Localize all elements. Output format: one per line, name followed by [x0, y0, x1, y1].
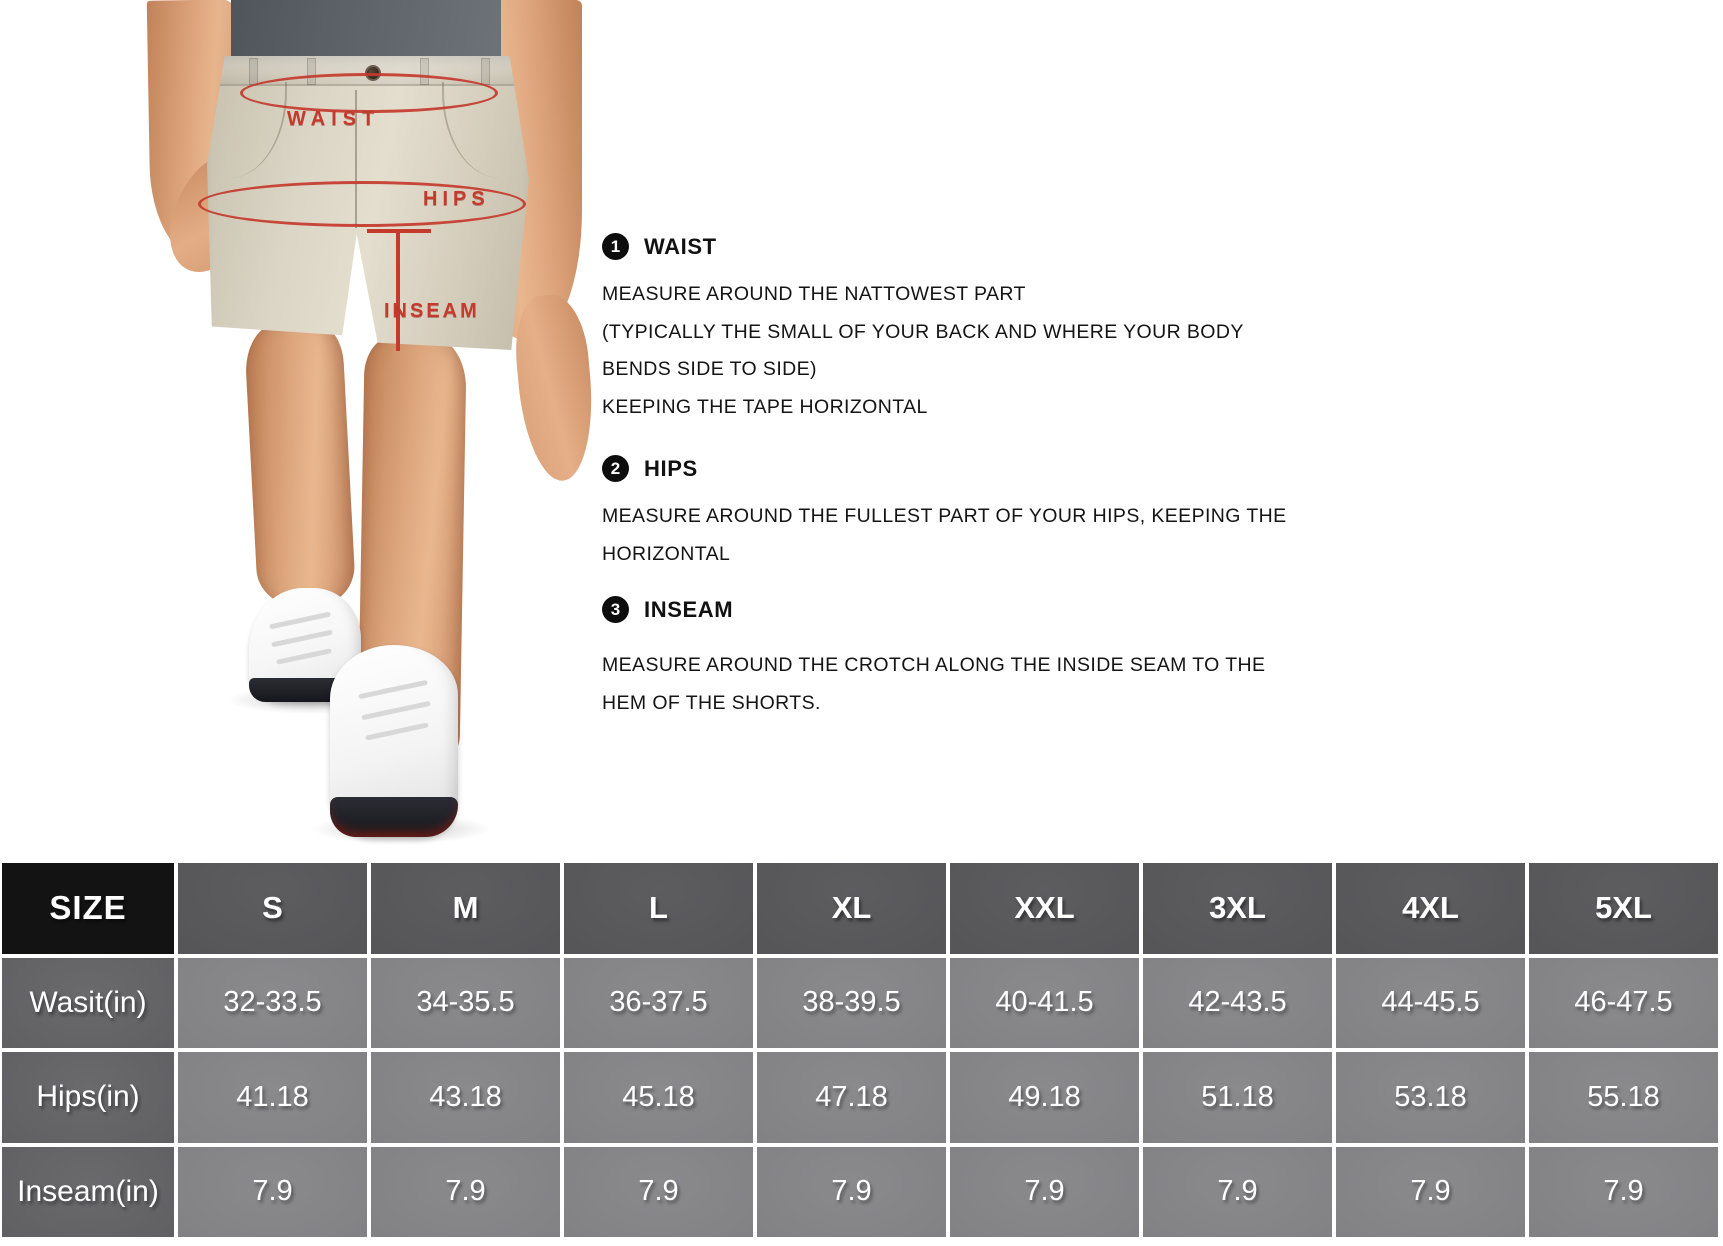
table-cell: 43.18 [371, 1052, 560, 1143]
left-leg [244, 320, 357, 610]
table-header-cell: XXL [950, 863, 1139, 954]
table-cell: 55.18 [1529, 1052, 1718, 1143]
table-cell: 41.18 [178, 1052, 367, 1143]
shoelace [361, 701, 431, 721]
table-row-label: Inseam(in) [2, 1147, 174, 1238]
instruction-line: MEASURE AROUND THE CROTCH ALONG THE INSIDE SEAM TO THE [602, 654, 1266, 676]
table-cell: 51.18 [1143, 1052, 1332, 1143]
shoelace [358, 680, 428, 700]
belt-loop [481, 58, 490, 85]
table-cell: 44-45.5 [1336, 958, 1525, 1049]
table-cell: 49.18 [950, 1052, 1139, 1143]
table-cell: 45.18 [564, 1052, 753, 1143]
table-cell: 7.9 [950, 1147, 1139, 1238]
instruction-heading [602, 455, 1287, 482]
instruction-heading [602, 596, 1265, 623]
inseam-garment-label: INSEAM [384, 300, 480, 322]
instruction-heading [602, 233, 1244, 260]
table-cell: 7.9 [1143, 1147, 1332, 1238]
table-cell: 47.18 [757, 1052, 946, 1143]
instruction-body [602, 498, 1287, 573]
table-row-label: Wasit(in) [2, 958, 174, 1049]
shoelace [269, 611, 330, 629]
table-cell: 7.9 [1529, 1147, 1718, 1238]
right-shoe [330, 645, 458, 837]
right-forearm [511, 292, 599, 484]
shoelace [272, 630, 333, 648]
measuring-instructions [602, 0, 1462, 860]
table-cell: 42-43.5 [1143, 958, 1332, 1049]
table-cell: 34-35.5 [371, 958, 560, 1049]
instruction-inseam [602, 596, 1265, 722]
instruction-line: BENDS SIDE TO SIDE) [602, 358, 817, 381]
instruction-body [602, 647, 1265, 722]
step-3-badge: 3 [602, 596, 629, 623]
shoelace [276, 648, 332, 665]
table-cell: 38-39.5 [757, 958, 946, 1049]
instruction-body [602, 276, 1244, 426]
instruction-line: HORIZONTAL [602, 542, 731, 565]
instruction-title: WAIST [644, 233, 717, 259]
table-size-header-cell: SIZE [2, 863, 174, 954]
waist-garment-label: WAIST [287, 108, 381, 130]
inseam-measure-line [396, 229, 400, 351]
table-header-cell: XL [757, 863, 946, 954]
hips-garment-label: HIPS [423, 188, 490, 210]
instruction-title: HIPS [644, 455, 698, 481]
table-header-cell: S [178, 863, 367, 954]
table-header-cell: 3XL [1143, 863, 1332, 954]
table-cell: 36-37.5 [564, 958, 753, 1049]
instruction-line: MEASURE AROUND THE FULLEST PART OF YOUR HIPS, KEEPING THE [602, 505, 1287, 527]
table-cell: 7.9 [178, 1147, 367, 1238]
step-2-badge: 2 [602, 455, 629, 482]
table-header-cell: L [564, 863, 753, 954]
table-cell: 53.18 [1336, 1052, 1525, 1143]
instruction-line: MEASURE AROUND THE NATTOWEST PART [602, 283, 1026, 305]
table-header-cell: 4XL [1336, 863, 1525, 954]
table-header-cell: 5XL [1529, 863, 1718, 954]
shoelace [365, 723, 429, 741]
step-1-badge: 1 [602, 233, 629, 260]
instruction-line: (TYPICALLY THE SMALL OF YOUR BACK AND WHERE YOUR BODY [602, 320, 1244, 343]
table-cell: 7.9 [371, 1147, 560, 1238]
table-row-label: Hips(in) [2, 1052, 174, 1143]
table-cell: 40-41.5 [950, 958, 1139, 1049]
right-shoe-sole [330, 797, 458, 837]
instruction-hips [602, 455, 1287, 573]
table-cell: 32-33.5 [178, 958, 367, 1049]
table-cell: 46-47.5 [1529, 958, 1718, 1049]
belt-loop [249, 58, 258, 85]
size-table [0, 860, 1723, 1242]
table-cell: 7.9 [564, 1147, 753, 1238]
waist-measure-ellipse [240, 73, 498, 113]
instruction-waist [602, 233, 1244, 426]
table-header-cell: M [371, 863, 560, 954]
table-cell: 7.9 [757, 1147, 946, 1238]
table-cell: 7.9 [1336, 1147, 1525, 1238]
instruction-title: INSEAM [644, 596, 734, 622]
instruction-line: KEEPING THE TAPE HORIZONTAL [602, 395, 928, 418]
instruction-line: HEM OF THE SHORTS. [602, 691, 821, 714]
